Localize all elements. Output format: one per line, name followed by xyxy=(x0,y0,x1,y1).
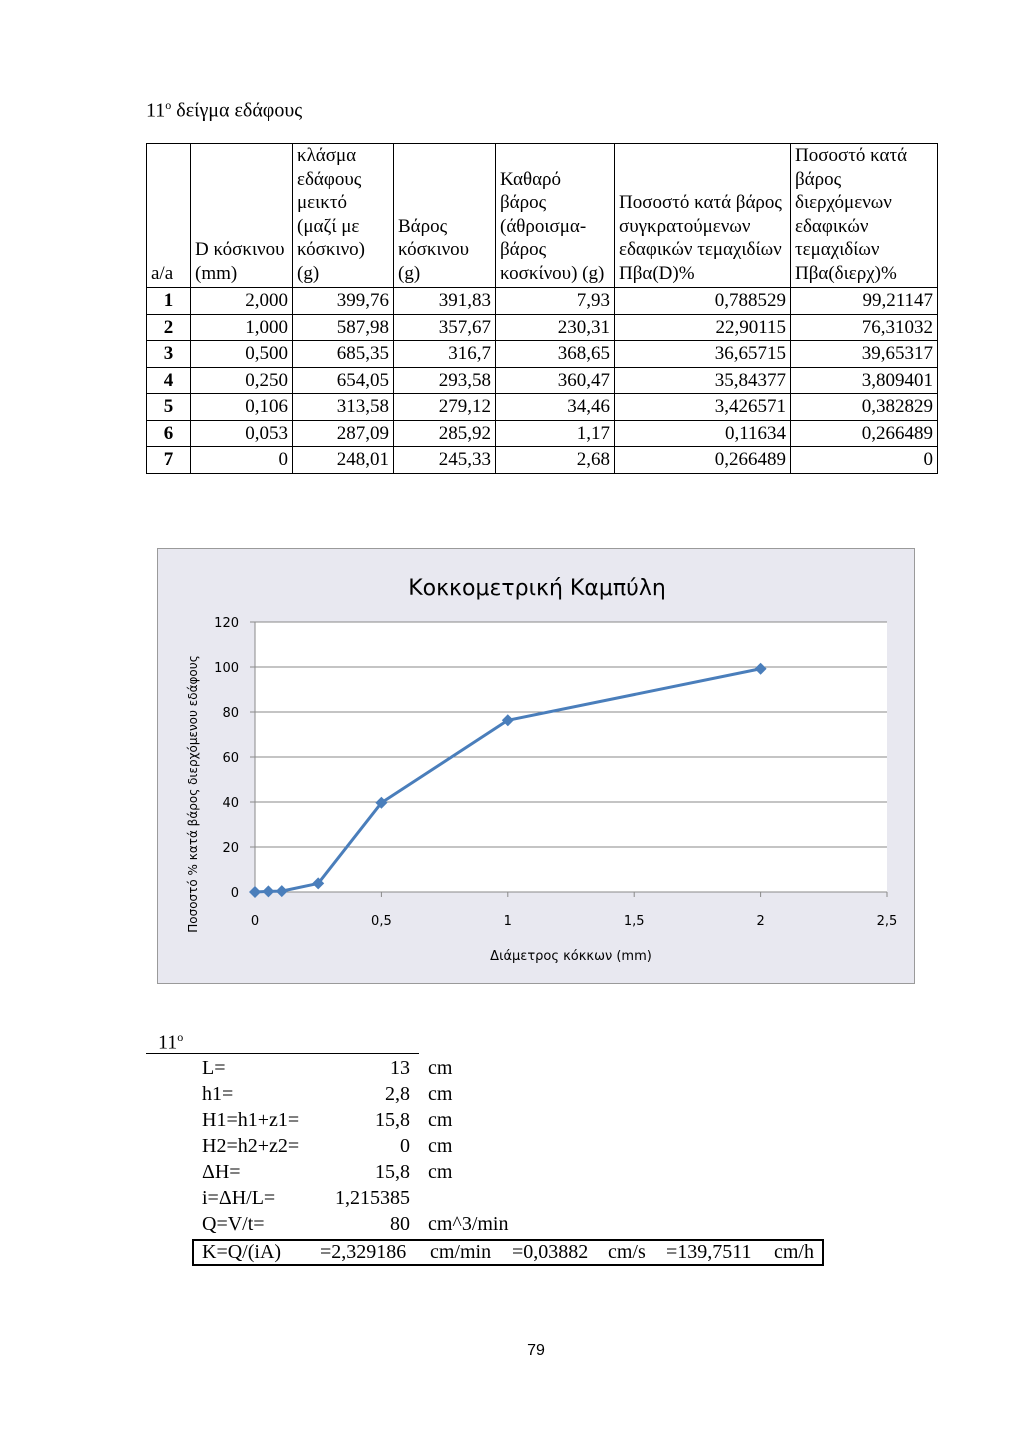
table-cell: 1,000 xyxy=(191,314,293,341)
table-cell: 248,01 xyxy=(293,447,394,474)
x-tick-label: 0,5 xyxy=(371,914,392,929)
table-cell: 34,46 xyxy=(496,394,615,421)
permeability-label xyxy=(158,1030,183,1055)
table-cell: 7,93 xyxy=(496,288,615,315)
page-number: 79 xyxy=(527,1342,545,1359)
table-cell: 0,382829 xyxy=(791,394,938,421)
table-cell: 0,788529 xyxy=(615,288,791,315)
table-cell: 0 xyxy=(191,447,293,474)
permeability-unit: cm xyxy=(428,1109,453,1131)
table-cell: 313,58 xyxy=(293,394,394,421)
permeability-value: 13 xyxy=(390,1057,410,1079)
permeability-value: 15,8 xyxy=(375,1161,410,1183)
permeability-unit: cm xyxy=(428,1057,453,1079)
k-unit-cm-s: cm/s xyxy=(608,1241,646,1263)
y-tick-label: 20 xyxy=(222,841,239,856)
permeability-label: H1=h1+z1= xyxy=(202,1109,300,1131)
permeability-row xyxy=(0,1159,1024,1185)
table-cell: 399,76 xyxy=(293,288,394,315)
permeability-value: 80 xyxy=(390,1213,410,1235)
table-cell: 316,7 xyxy=(394,341,496,368)
x-tick-label: 0 xyxy=(250,914,260,929)
y-tick-label: 40 xyxy=(222,796,239,811)
table-cell: 39,65317 xyxy=(791,341,938,368)
table-cell: 360,47 xyxy=(496,367,615,394)
permeability-ordinal: ο xyxy=(177,1030,184,1044)
permeability-value: 1,215385 xyxy=(335,1187,410,1209)
row-index-cell: 7 xyxy=(147,447,191,474)
table-cell: 0,500 xyxy=(191,341,293,368)
row-index-cell: 5 xyxy=(147,394,191,421)
chart-title: Κοκκομετρική Καμπύλη xyxy=(408,576,666,601)
sample-number: 11 xyxy=(146,99,166,122)
x-axis-label: Διάμετρος κόκκων (mm) xyxy=(490,949,652,964)
header-cell: Ποσοστό κατά βάρος διερχόμενων εδαφικών τεμαχιδίων Πβα(διερχ)% xyxy=(791,144,938,288)
permeability-row xyxy=(0,1211,1024,1237)
table-row xyxy=(147,394,938,421)
permeability-row xyxy=(0,1081,1024,1107)
permeability-label: h1= xyxy=(202,1083,234,1105)
y-tick-label: 100 xyxy=(214,661,239,676)
row-index-cell: 4 xyxy=(147,367,191,394)
sample-title: δείγμα εδάφους xyxy=(176,99,303,122)
permeability-unit: cm xyxy=(428,1083,453,1105)
row-index-cell: 2 xyxy=(147,314,191,341)
table-cell: 0,250 xyxy=(191,367,293,394)
table-cell: 3,426571 xyxy=(615,394,791,421)
table-cell: 3,809401 xyxy=(791,367,938,394)
permeability-row xyxy=(0,1107,1024,1133)
table-cell: 35,84377 xyxy=(615,367,791,394)
header-cell: Καθαρό βάρος (άθροισμα-βάρος κοσκίνου) (g) xyxy=(496,144,615,288)
row-index-cell: 6 xyxy=(147,420,191,447)
table-cell: 287,09 xyxy=(293,420,394,447)
k-label: K=Q/(iA) xyxy=(202,1241,282,1263)
table-cell: 0,053 xyxy=(191,420,293,447)
table-row xyxy=(147,420,938,447)
table-cell: 285,92 xyxy=(394,420,496,447)
y-axis-label: Ποσοστό % κατά βάρος διερχόμενου εδάφους xyxy=(186,655,200,933)
permeability-label: Q=V/t= xyxy=(202,1213,265,1235)
table-body xyxy=(147,288,938,474)
row-index-cell: 1 xyxy=(147,288,191,315)
table-cell: 587,98 xyxy=(293,314,394,341)
permeability-unit: cm xyxy=(428,1135,453,1157)
permeability-label: H2=h2+z2= xyxy=(202,1135,300,1157)
k-unit-cm-h: cm/h xyxy=(774,1241,814,1263)
table-cell: 22,90115 xyxy=(615,314,791,341)
table-cell: 245,33 xyxy=(394,447,496,474)
permeability-number: 11 xyxy=(158,1031,178,1054)
sample-ordinal: ο xyxy=(165,98,172,112)
y-tick-label: 120 xyxy=(214,616,239,631)
table-cell: 2,68 xyxy=(496,447,615,474)
permeability-value: 2,8 xyxy=(385,1083,410,1105)
y-tick-label: 60 xyxy=(222,751,239,766)
table-header-row xyxy=(147,144,938,288)
table-cell: 2,000 xyxy=(191,288,293,315)
permeability-unit: cm xyxy=(428,1161,453,1183)
table-cell: 230,31 xyxy=(496,314,615,341)
permeability-row xyxy=(0,1133,1024,1159)
table-cell: 293,58 xyxy=(394,367,496,394)
table-cell: 0,266489 xyxy=(791,420,938,447)
table-cell: 654,05 xyxy=(293,367,394,394)
table-cell: 685,35 xyxy=(293,341,394,368)
permeability-unit: cm^3/min xyxy=(428,1213,509,1235)
chart-svg xyxy=(158,549,916,985)
permeability-label: i=ΔH/L= xyxy=(202,1187,276,1209)
table-row xyxy=(147,288,938,315)
header-cell: Ποσοστό κατά βάρος συγκρατούμενων εδαφικών τεμαχιδίων Πβα(D)% xyxy=(615,144,791,288)
table-cell: 76,31032 xyxy=(791,314,938,341)
k-value-cm-h: =139,7511 xyxy=(666,1241,752,1263)
x-tick-label: 1,5 xyxy=(623,914,645,929)
k-result-box xyxy=(192,1239,824,1266)
x-tick-label: 2,5 xyxy=(876,914,898,929)
header-cell: a/a xyxy=(147,144,191,288)
table-cell: 99,21147 xyxy=(791,288,938,315)
table-row xyxy=(147,314,938,341)
table-cell: 279,12 xyxy=(394,394,496,421)
permeability-row xyxy=(0,1185,1024,1211)
permeability-value: 0 xyxy=(400,1135,410,1157)
table-cell: 0,106 xyxy=(191,394,293,421)
x-tick-label: 1 xyxy=(503,914,512,929)
table-cell: 357,67 xyxy=(394,314,496,341)
header-cell: Βάρος κόσκινου (g) xyxy=(394,144,496,288)
sieve-analysis-table xyxy=(146,143,938,474)
y-tick-label: 80 xyxy=(222,706,239,721)
x-tick-label: 2 xyxy=(756,914,765,929)
table-row xyxy=(147,367,938,394)
table-cell: 0 xyxy=(791,447,938,474)
table-cell: 0,11634 xyxy=(615,420,791,447)
permeability-divider xyxy=(146,1053,419,1054)
row-index-cell: 3 xyxy=(147,341,191,368)
table-cell: 391,83 xyxy=(394,288,496,315)
y-tick-label: 0 xyxy=(230,886,239,901)
permeability-label: L= xyxy=(202,1057,226,1079)
permeability-row xyxy=(0,1055,1024,1081)
table-row xyxy=(147,447,938,474)
sample-heading xyxy=(146,98,302,123)
table-cell: 36,65715 xyxy=(615,341,791,368)
table-cell: 0,266489 xyxy=(615,447,791,474)
table-cell: 1,17 xyxy=(496,420,615,447)
table-row xyxy=(147,341,938,368)
permeability-label: ΔH= xyxy=(202,1161,241,1183)
k-value-cm-min: =2,329186 xyxy=(320,1241,407,1263)
k-unit-cm-min: cm/min xyxy=(430,1241,492,1263)
header-cell: D κόσκινου (mm) xyxy=(191,144,293,288)
permeability-value: 15,8 xyxy=(375,1109,410,1131)
header-cell: κλάσμα εδάφους μεικτό (μαζί με κόσκινο) (g) xyxy=(293,144,394,288)
grading-curve-chart xyxy=(157,548,915,984)
table-cell: 368,65 xyxy=(496,341,615,368)
k-value-cm-s: =0,03882 xyxy=(512,1241,589,1263)
